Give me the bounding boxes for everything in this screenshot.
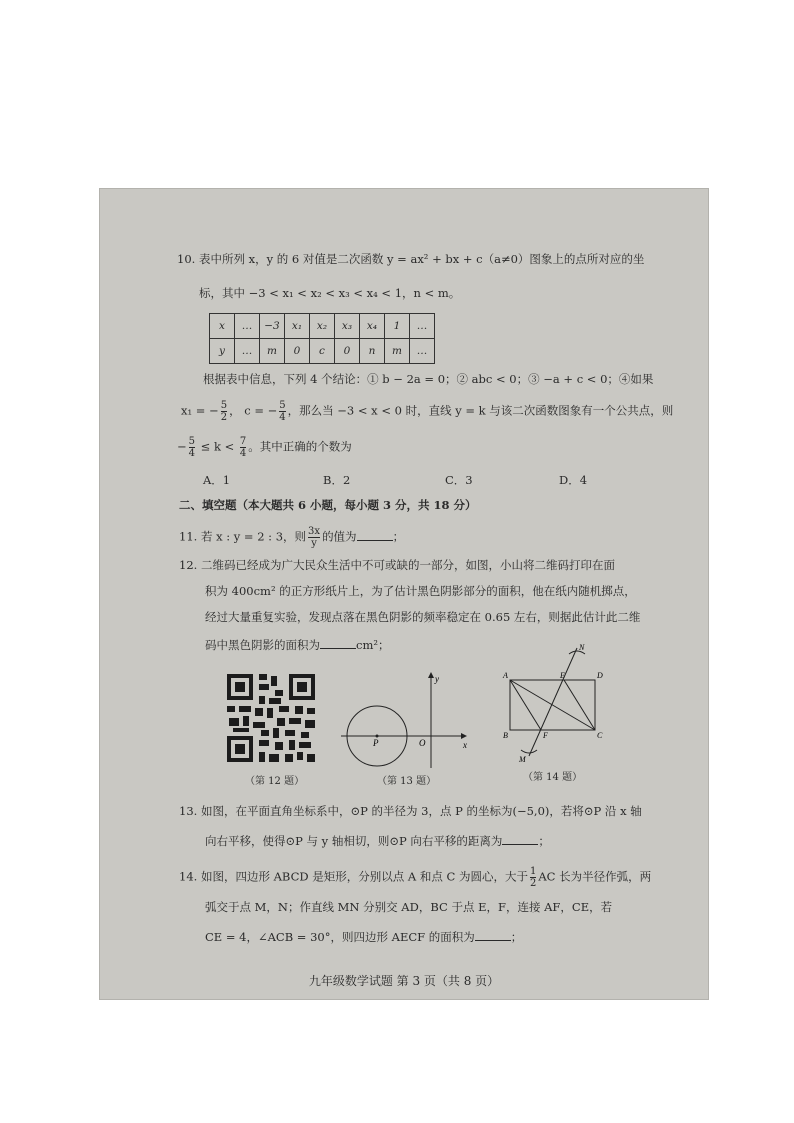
q14-text: CE = 4，∠ACB = 30°，则四边形 AECF 的面积为	[205, 930, 475, 944]
denominator: y	[308, 537, 320, 549]
label-d: D	[597, 671, 603, 680]
q14-line1	[179, 866, 651, 889]
q11	[179, 526, 404, 549]
figure-14-caption: （第 14 题）	[523, 772, 583, 783]
answer-blank[interactable]	[502, 834, 538, 845]
q10-text: x₁ = −	[181, 403, 219, 418]
fraction	[279, 400, 285, 423]
table-cell: m	[260, 339, 285, 364]
q10-text: ，那么当 −3 < x < 0 时，直线 y = k 与该二次函数图象有一个公共点，则	[287, 403, 674, 418]
numerator: 3x	[308, 526, 321, 537]
table-cell: x₂	[310, 314, 335, 339]
q10-text: ， c = −	[229, 403, 278, 418]
q10-line4	[181, 400, 673, 423]
label-x: x	[463, 740, 467, 750]
answer-blank[interactable]	[320, 638, 356, 649]
figure-12-caption: （第 12 题）	[245, 776, 305, 787]
table-cell: …	[235, 314, 260, 339]
qr-code-figure	[225, 672, 317, 764]
q12-line4	[205, 638, 389, 652]
q10-line3: 根据表中信息，下列 4 个结论：① b − 2a = 0；② abc < 0；③ −a + c < 0；④如果	[203, 372, 654, 386]
table-cell: 0	[335, 339, 360, 364]
option-d: D．4	[559, 473, 588, 487]
fraction	[240, 436, 246, 459]
q12-text: cm²；	[356, 638, 390, 652]
option-c: C．3	[445, 473, 473, 487]
q13-line2	[205, 834, 550, 848]
q10-line5	[177, 436, 352, 459]
table-cell: 0	[285, 339, 310, 364]
table-row	[210, 339, 435, 364]
figure-13-caption: （第 13 题）	[377, 776, 437, 787]
q10-value-table	[209, 313, 435, 364]
numerator: 5	[188, 436, 196, 447]
denominator: 4	[188, 448, 196, 459]
q11-text: 11. 若 x : y = 2 : 3，则	[179, 529, 307, 544]
q10-text: ≤ k <	[197, 439, 238, 454]
q11-text: 的值为	[322, 529, 357, 544]
label-e: E	[560, 671, 565, 680]
q10-line1: 10. 表中所列 x，y 的 6 对值是二次函数 y = ax² + bx + c（a≠0）图象上的点所对应的坐	[177, 252, 645, 266]
fraction	[189, 436, 195, 459]
label-y: y	[435, 674, 439, 684]
table-row	[210, 314, 435, 339]
q11-text: ；	[392, 529, 405, 544]
table-cell: x	[210, 314, 235, 339]
numerator: 7	[239, 436, 247, 447]
q12-line2: 积为 400cm² 的正方形纸片上，为了估计黑色阴影部分的面积，他在纸内随机掷点，	[205, 584, 636, 598]
label-f: F	[543, 731, 548, 740]
table-cell: …	[410, 314, 435, 339]
exam-page	[99, 188, 709, 1000]
q13-text: ；	[538, 834, 550, 848]
table-cell: y	[210, 339, 235, 364]
q12-line1: 12. 二维码已经成为广大民众生活中不可或缺的一部分，如图，小山将二维码打印在面	[179, 558, 615, 572]
q14-line2: 弧交于点 M，N；作直线 MN 分别交 AD，BC 于点 E，F，连接 AF，CE，若	[205, 900, 613, 914]
q14-text: AC 长为半径作弧，两	[538, 869, 652, 884]
q14-line3	[205, 930, 522, 944]
fraction	[530, 866, 536, 889]
q10-text: 。其中正确的个数为	[248, 439, 352, 454]
q14-text: ；	[510, 930, 523, 944]
table-cell: x₃	[335, 314, 360, 339]
table-cell: m	[385, 339, 410, 364]
q13-text: 向右平移，使得⊙P 与 y 轴相切，则⊙P 向右平移的距离为	[205, 834, 503, 848]
numerator: 1	[529, 866, 537, 877]
table-cell: …	[410, 339, 435, 364]
denominator: 4	[239, 448, 247, 459]
label-p: P	[373, 738, 379, 748]
fraction	[308, 526, 320, 549]
denominator: 2	[220, 412, 228, 423]
label-a: A	[503, 671, 508, 680]
fraction	[221, 400, 227, 423]
q13-line1: 13. 如图，在平面直角坐标系中，⊙P 的半径为 3，点 P 的坐标为(−5,0)，若将⊙P 沿 x 轴	[179, 804, 642, 818]
numerator: 5	[220, 400, 228, 411]
q10-text: −	[177, 439, 187, 454]
q12-line3: 经过大量重复实验，发现点落在黑色阴影的频率稳定在 0.65 左右，则据此估计此二维	[205, 610, 641, 624]
circle-axes-figure	[339, 670, 469, 770]
table-cell: x₁	[285, 314, 310, 339]
label-b: B	[503, 731, 508, 740]
table-cell: n	[360, 339, 385, 364]
table-cell: x₄	[360, 314, 385, 339]
denominator: 2	[529, 878, 537, 889]
table-cell: c	[310, 339, 335, 364]
page-footer: 九年级数学试题 第 3 页（共 8 页）	[308, 974, 500, 988]
table-cell: 1	[385, 314, 410, 339]
option-b: B．2	[323, 473, 351, 487]
answer-blank[interactable]	[357, 530, 393, 541]
rectangle-figure	[499, 642, 609, 764]
answer-blank[interactable]	[475, 930, 511, 941]
numerator: 5	[279, 400, 286, 411]
table-cell: …	[235, 339, 260, 364]
label-m: M	[519, 755, 526, 764]
section-heading: 二、填空题（本大题共 6 小题，每小题 3 分，共 18 分）	[179, 498, 477, 512]
table-cell: −3	[260, 314, 285, 339]
q14-text: 14. 如图，四边形 ABCD 是矩形，分别以点 A 和点 C 为圆心，大于	[179, 869, 528, 884]
option-a: A．1	[203, 473, 231, 487]
denominator: 4	[279, 412, 286, 423]
label-n: N	[579, 643, 585, 652]
label-c: C	[597, 731, 603, 740]
q12-text: 码中黑色阴影的面积为	[205, 638, 320, 652]
q10-line2: 标，其中 −3 < x₁ < x₂ < x₃ < x₄ < 1，n < m。	[199, 286, 461, 300]
label-o: O	[419, 738, 426, 748]
